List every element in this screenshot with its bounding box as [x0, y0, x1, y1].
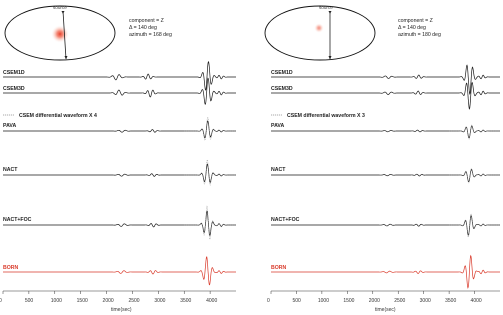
trace-label-pava-left: PAVA	[3, 123, 17, 129]
waveform-born	[271, 256, 500, 288]
panel-left	[0, 5, 236, 313]
trace-label-nact-left: NACT	[3, 167, 18, 173]
waveform-nact-foc	[3, 211, 236, 235]
traces-left	[3, 62, 236, 285]
legend-text-left: CSEM differential waveform X 4	[19, 113, 97, 119]
source-label-left: source	[53, 5, 67, 10]
x-tick-label: 4000	[470, 298, 482, 304]
earth-map-left	[5, 5, 115, 60]
trace-label-csem3d-right: CSEM3D	[271, 86, 293, 92]
trace-label-csem3d-left: CSEM3D	[3, 86, 25, 92]
x-tick-label: 1000	[317, 298, 330, 304]
x-tick-label: 2000	[368, 298, 380, 304]
x-axis-left	[0, 291, 236, 313]
trace-label-born-right: BORN	[271, 265, 287, 271]
x-tick-label: 4000	[206, 298, 218, 304]
waveform-pava	[271, 126, 500, 138]
x-axis-title-right: time(sec)	[375, 307, 396, 313]
x-tick-label: 3000	[154, 298, 166, 304]
component-text-left: component = Z	[129, 18, 164, 24]
x-tick-label: 2500	[394, 298, 406, 304]
info-right	[398, 18, 441, 38]
trace-label-nactfoc-left: NACT+FOC	[3, 217, 32, 223]
x-tick-label: 0	[267, 298, 270, 304]
waveform-nact-foc	[271, 216, 500, 236]
differential-waveform	[184, 117, 236, 140]
differential-waveform	[449, 168, 500, 183]
azimuth-text-right: azimuth = 180 deg	[398, 32, 441, 38]
waveform-nact	[3, 164, 236, 182]
trace-label-csem1d-right: CSEM1D	[271, 70, 293, 76]
legend-text-right: CSEM differential waveform X 3	[287, 113, 365, 119]
azimuth-text-left: azimuth = 168 deg	[129, 32, 172, 38]
x-axis-title-left: time(sec)	[111, 307, 132, 313]
trace-label-nactfoc-right: NACT+FOC	[271, 217, 300, 223]
x-tick-label: 1000	[50, 298, 62, 304]
traces-right	[271, 65, 500, 288]
x-tick-label: 500	[292, 298, 301, 304]
source-glow-right	[314, 23, 324, 33]
x-tick-label: 0	[0, 298, 2, 304]
info-left	[129, 18, 172, 38]
x-tick-label: 3500	[180, 298, 192, 304]
x-tick-label: 500	[24, 298, 34, 304]
x-tick-label: 3000	[419, 298, 431, 304]
waveform-csem3d	[3, 78, 236, 104]
x-tick-label: 2000	[102, 298, 114, 304]
source-glow-left	[51, 25, 69, 43]
waveform-nact	[271, 170, 500, 182]
differential-waveform	[449, 214, 500, 238]
delta-text-left: Δ = 140 deg	[129, 25, 157, 31]
waveform-csem1d	[3, 62, 236, 90]
trace-label-csem1d-left: CSEM1D	[3, 70, 25, 76]
waveform-pava	[3, 121, 236, 138]
x-axis-right	[267, 291, 500, 313]
trace-label-pava-right: PAVA	[271, 123, 285, 129]
delta-text-right: Δ = 140 deg	[398, 25, 426, 31]
x-tick-label: 1500	[76, 298, 88, 304]
panel-right	[265, 5, 500, 313]
component-text-right: component = Z	[398, 18, 433, 24]
x-tick-label: 3500	[445, 298, 457, 304]
trace-label-nact-right: NACT	[271, 167, 286, 173]
waveform-csem3d	[271, 83, 500, 109]
x-tick-label: 1500	[343, 298, 355, 304]
earth-map-right	[265, 5, 375, 60]
source-label-right: source	[319, 5, 333, 10]
x-tick-label: 2500	[128, 298, 140, 304]
waveform-born	[3, 257, 236, 285]
trace-label-born-left: BORN	[3, 265, 19, 271]
